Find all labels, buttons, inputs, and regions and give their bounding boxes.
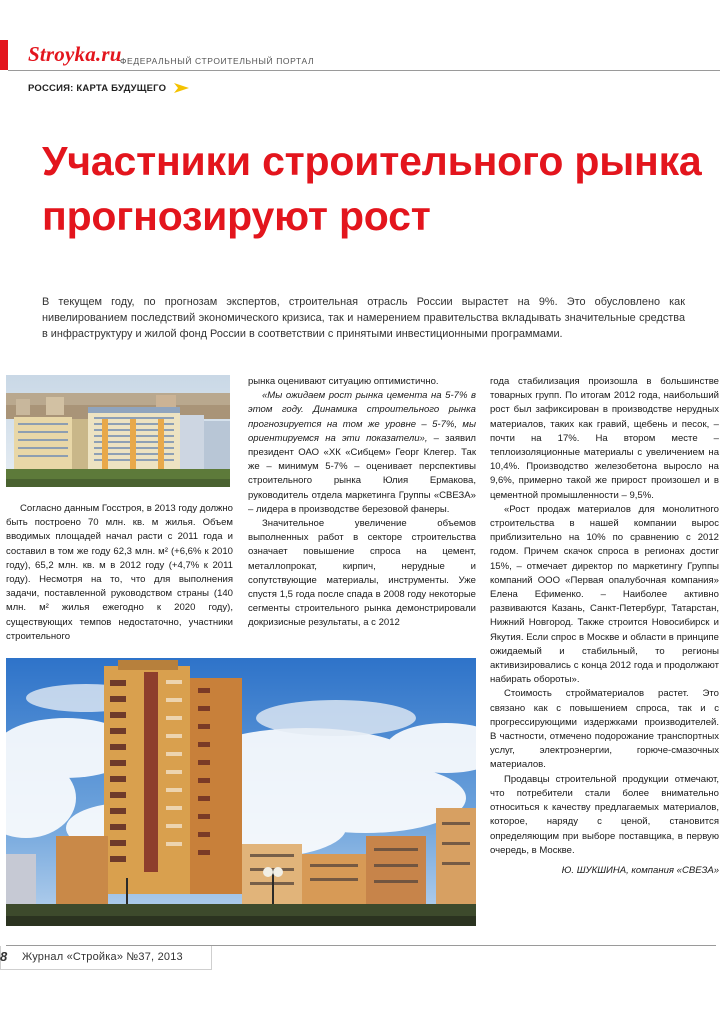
- header-accent-bar: [0, 40, 8, 70]
- headline-line-1: Участники строительного рынка: [42, 138, 702, 184]
- quote-text: «Мы ожидаем рост рынка цемента на 5-7% в этом году. Динамика строительного рынка прогнозируется на том же уровне – 5-7%, мы ориентируемся на эти показатели»,: [248, 390, 476, 444]
- paragraph: Согласно данным Госстроя, в 2013 году должно быть построено 70 млн. кв. м жилья. Объем вводимых площадей начал расти с 2011 года и составил в том же году 62,3 млн. м² (+6,6% к 2010 году), 65,2 млн. кв. м в 2012 году (+4,7% к 2011 году). Несмотря на то, что для выполнения задачи, поставленной руководством страны (140 млн. м² жилья ежегодно к 2020 году), существующих темпов недостаточно, участники строительного: [6, 503, 233, 642]
- paragraph: рынка оценивают ситуацию оптимистично.: [248, 376, 439, 387]
- site-logo[interactable]: Stroyka.ru: [28, 42, 122, 66]
- article-column-2: [248, 375, 476, 631]
- quote-paragraph: [248, 389, 476, 517]
- article-column-3: [490, 375, 719, 878]
- page-number: 8: [0, 949, 8, 964]
- article-column-1: [6, 502, 233, 644]
- paragraph: Продавцы строительной продукции отмечают, что потребители стали более внимательно относиться к качеству предлагаемых материалов, которое, наряду с ценой, становится определяющим при выборе поставщика, в первую очередь, в Москве.: [490, 773, 719, 856]
- header-divider: [8, 70, 720, 71]
- residential-district-photo: [6, 375, 230, 487]
- paragraph: Значительное увеличение объемов выполненных работ в секторе строительства означает повышение спроса на цемент, металлопрокат, кирпич, нерудные и сопутствующие материалы, инструменты. Уже спустя 1,5 года после спада в 2008 году некоторые сегменты строительного рынка демонстрировали докризисные результаты, а с 2012: [248, 518, 476, 629]
- paragraph: года стабилизация произошла в большинстве товарных групп. По итогам 2012 года, наибольший рост был зафиксирован в производстве нерудных материалов, таких как гравий, щебень и песок, – почти на 17%. На втором месте – теплоизоляционные материалы с увеличением на 10,4%. Производство железобетона выросло на 9,6%, примерно такой же прирост произошел и в цементной промышленности – 9,5%.: [490, 376, 719, 501]
- article-author: Ю. ШУКШИНА, компания «СВЕЗА»: [561, 864, 719, 876]
- article-lead: В текущем году, по прогнозам экспертов, строительная отрасль России вырастет на 9%. Это обусловлено как нивелированием последствий экономического кризиса, так и намерением правительства вкладывать значительные средства в инфраструктуру и жилой фонд России в соответствии с принятыми инвестиционными программами.: [42, 296, 685, 340]
- high-rise-building-photo: [6, 658, 476, 926]
- journal-issue: Журнал «Стройка» №37, 2013: [22, 951, 183, 963]
- section-arrow-icon: [173, 82, 191, 94]
- quote-attribution: – заявил президент ОАО «ХК «Сибцем» Георг Клегер. Так же – минимум 5-7% – оценивает перспективы строительного рынка Юлия Ермакова, руководитель отдела маркетинга Группы «СВЕЗА» – лидера в производстве березовой фанеры.: [248, 432, 476, 515]
- paragraph: Стоимость стройматериалов растет. Это связано как с повышением спроса, так и с прогрессирующими издержками производителей. В частности, отмечено подорожание транспортных услуг, электроэнергии, горюче-смазочных материалов.: [490, 688, 719, 771]
- section-title: РОССИЯ: КАРТА БУДУЩЕГО: [28, 83, 167, 94]
- article-headline: [42, 134, 702, 244]
- paragraph: «Рост продаж материалов для монолитного строительства в нашей компании вырос приблизительно на 10% по сравнению с 2012 годом. Причем скачок спроса в регионах достиг 15%, – отмечает директор по маркетингу Группы компаний ООО «Первая опалубочная компания» Елена Ефименко. – Наиболее активно развиваются Казань, Санкт-Петербург, Татарстан, Нижний Новгород. Также строится Новосибирск и Якутия. Если спрос в Москве и области в принципе ожидаемый и стабильный, то регионы активизировались с конца 2012 года и продолжают набирать обороты».: [490, 503, 719, 686]
- portal-tagline: ФЕДЕРАЛЬНЫЙ СТРОИТЕЛЬНЫЙ ПОРТАЛ: [120, 56, 315, 66]
- headline-line-2: прогнозируют рост: [42, 193, 431, 239]
